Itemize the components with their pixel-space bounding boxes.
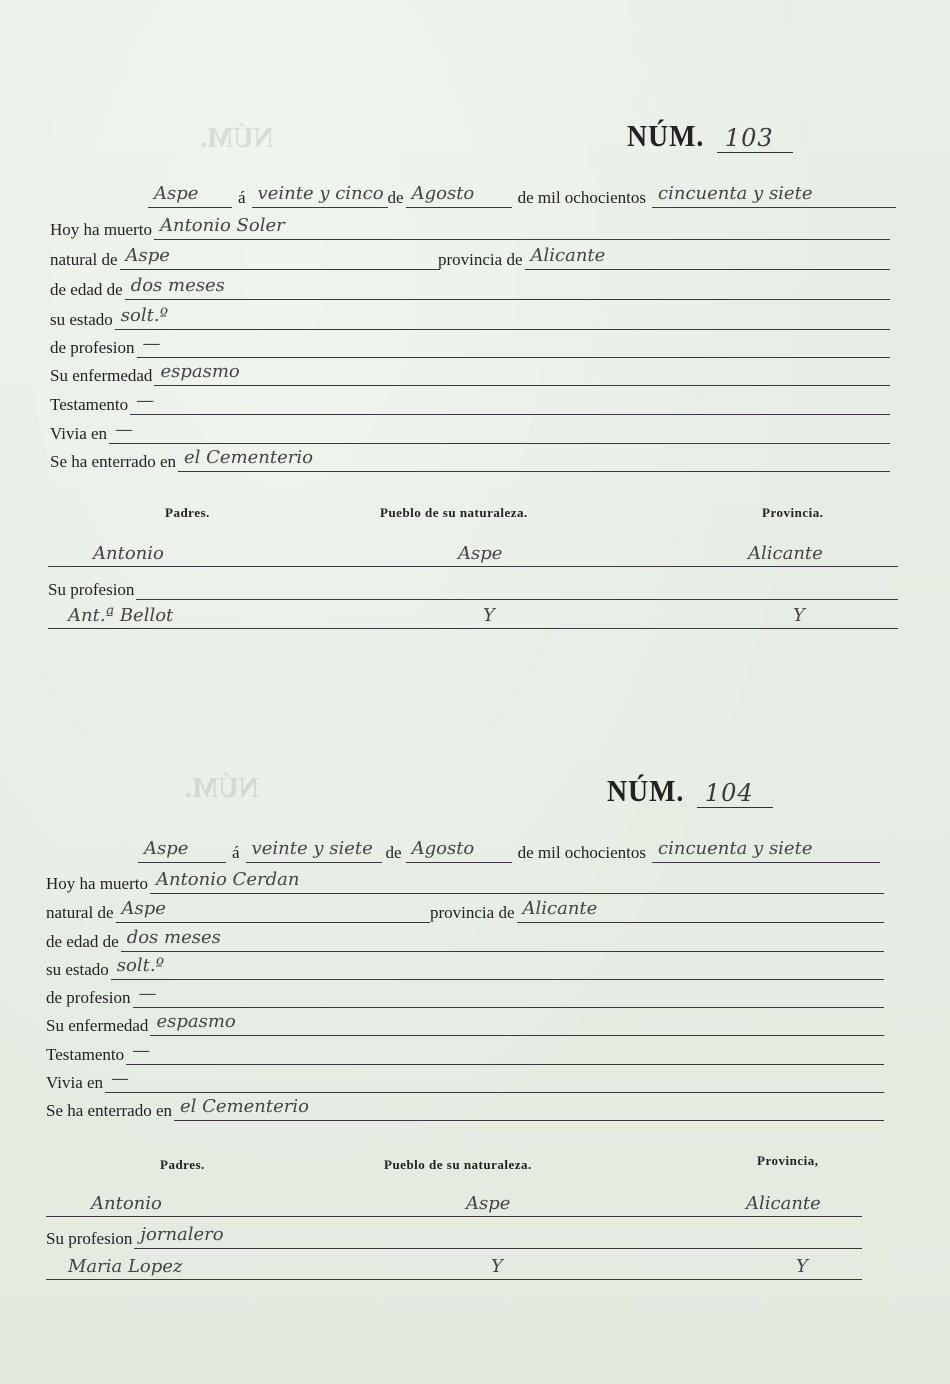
edad-value: dos meses — [121, 927, 884, 952]
profesion-field — [46, 980, 884, 1008]
vivia-field — [46, 1065, 884, 1093]
header-pueblo: Pueblo de su naturaleza. — [384, 1157, 532, 1172]
father-pueblo: Aspe — [466, 1193, 511, 1214]
day-value: veinte y cinco — [252, 183, 388, 208]
vivia-field — [50, 416, 890, 444]
year-value: cincuenta y siete — [652, 183, 896, 208]
enterrado-value: el Cementerio — [174, 1096, 884, 1121]
edad-value: dos meses — [125, 275, 890, 300]
estado-value: solt.º — [111, 955, 884, 980]
natural-label: natural de — [50, 250, 118, 269]
num-value: 104 — [697, 779, 773, 808]
date-line — [138, 835, 880, 863]
father-row — [48, 538, 898, 567]
month-value: Agosto — [406, 838, 512, 863]
testamento-field — [50, 387, 890, 415]
su-profesion-value — [136, 575, 898, 600]
su-profesion-label: Su profesion — [48, 580, 135, 599]
testamento-field — [46, 1037, 884, 1065]
profesion-value: — — [133, 983, 884, 1008]
enfermedad-field — [50, 358, 890, 386]
edad-field — [50, 272, 890, 300]
profesion-label: de profesion — [46, 988, 131, 1007]
de-label: de — [385, 843, 402, 862]
estado-label: su estado — [46, 960, 109, 979]
header-padres: Padres. — [165, 505, 210, 520]
vivia-label: Vivia en — [46, 1073, 104, 1092]
mother-pueblo: Y — [483, 605, 495, 626]
provincia-label: provincia de — [438, 250, 523, 269]
hoy-value: Antonio Cerdan — [150, 869, 884, 894]
bleed-through-num: NÚM. — [185, 773, 259, 804]
provincia-field — [438, 242, 890, 270]
hoy-label: Hoy ha muerto — [46, 874, 148, 893]
father-name: Antonio — [91, 1193, 162, 1214]
mother-row — [46, 1251, 862, 1280]
day-value: veinte y siete — [246, 838, 382, 863]
enfermedad-value: espasmo — [154, 361, 890, 386]
hoy-field — [50, 212, 890, 240]
mother-name: Ant.ª Bellot — [68, 605, 174, 626]
edad-field — [46, 924, 884, 952]
su-profesion-value: jornalero — [134, 1224, 862, 1249]
header-provincia: Provincia, — [757, 1153, 819, 1168]
father-name: Antonio — [93, 543, 164, 564]
father-pueblo: Aspe — [458, 543, 503, 564]
enfermedad-field — [46, 1008, 884, 1036]
father-row — [46, 1188, 862, 1217]
mother-provincia: Y — [796, 1256, 808, 1277]
profesion-label: de profesion — [50, 338, 135, 357]
natural-field — [46, 895, 430, 923]
edad-label: de edad de — [46, 932, 119, 951]
header-provincia: Provincia. — [762, 505, 824, 520]
num-label: NÚM. — [607, 773, 685, 808]
su-profesion-field — [48, 572, 898, 600]
edad-label: de edad de — [50, 280, 123, 299]
date-line — [148, 180, 896, 208]
mother-name: Maria Lopez — [68, 1256, 183, 1277]
provincia-value: Alicante — [525, 245, 891, 270]
year-label: de mil ochocientos — [517, 843, 647, 862]
place-value: Aspe — [148, 183, 232, 208]
month-value: Agosto — [406, 183, 512, 208]
mother-pueblo: Y — [491, 1256, 503, 1277]
mother-row — [48, 600, 898, 629]
hoy-value: Antonio Soler — [154, 215, 890, 240]
de-label: de — [387, 188, 404, 207]
provincia-field — [430, 895, 884, 923]
natural-value: Aspe — [116, 898, 431, 923]
vivia-value: — — [105, 1068, 884, 1093]
record-number — [627, 118, 793, 154]
vivia-value: — — [109, 419, 890, 444]
provincia-value: Alicante — [517, 898, 885, 923]
estado-label: su estado — [50, 310, 113, 329]
hoy-label: Hoy ha muerto — [50, 220, 152, 239]
record-number — [607, 773, 773, 809]
date-prefix: á — [238, 188, 246, 207]
mother-provincia: Y — [793, 605, 805, 626]
testamento-value: — — [126, 1040, 884, 1065]
father-provincia: Alicante — [746, 1193, 821, 1214]
vivia-label: Vivia en — [50, 424, 108, 443]
header-pueblo: Pueblo de su naturaleza. — [380, 505, 528, 520]
testamento-label: Testamento — [50, 395, 129, 414]
estado-field — [46, 952, 884, 980]
su-profesion-field — [46, 1221, 862, 1249]
enterrado-label: Se ha enterrado en — [50, 452, 177, 471]
su-profesion-label: Su profesion — [46, 1229, 133, 1248]
testamento-value: — — [130, 390, 890, 415]
enterrado-field — [46, 1093, 884, 1121]
year-label: de mil ochocientos — [517, 188, 647, 207]
natural-label: natural de — [46, 903, 114, 922]
year-value: cincuenta y siete — [652, 838, 880, 863]
enterrado-label: Se ha enterrado en — [46, 1101, 173, 1120]
place-value: Aspe — [138, 838, 226, 863]
estado-field — [50, 302, 890, 330]
father-provincia: Alicante — [748, 543, 823, 564]
num-label: NÚM. — [627, 118, 705, 153]
estado-value: solt.º — [115, 305, 890, 330]
bleed-through-num: NÚM. — [200, 123, 274, 154]
enfermedad-label: Su enfermedad — [50, 366, 153, 385]
date-prefix: á — [232, 843, 240, 862]
profesion-field — [50, 330, 890, 358]
natural-value: Aspe — [120, 245, 441, 270]
profesion-value: — — [137, 333, 890, 358]
testamento-label: Testamento — [46, 1045, 125, 1064]
natural-field — [50, 242, 440, 270]
enfermedad-label: Su enfermedad — [46, 1016, 149, 1035]
enterrado-field — [50, 444, 890, 472]
enterrado-value: el Cementerio — [178, 447, 890, 472]
num-value: 103 — [717, 124, 793, 153]
provincia-label: provincia de — [430, 903, 515, 922]
hoy-field — [46, 866, 884, 894]
header-padres: Padres. — [160, 1157, 205, 1172]
enfermedad-value: espasmo — [150, 1011, 884, 1036]
